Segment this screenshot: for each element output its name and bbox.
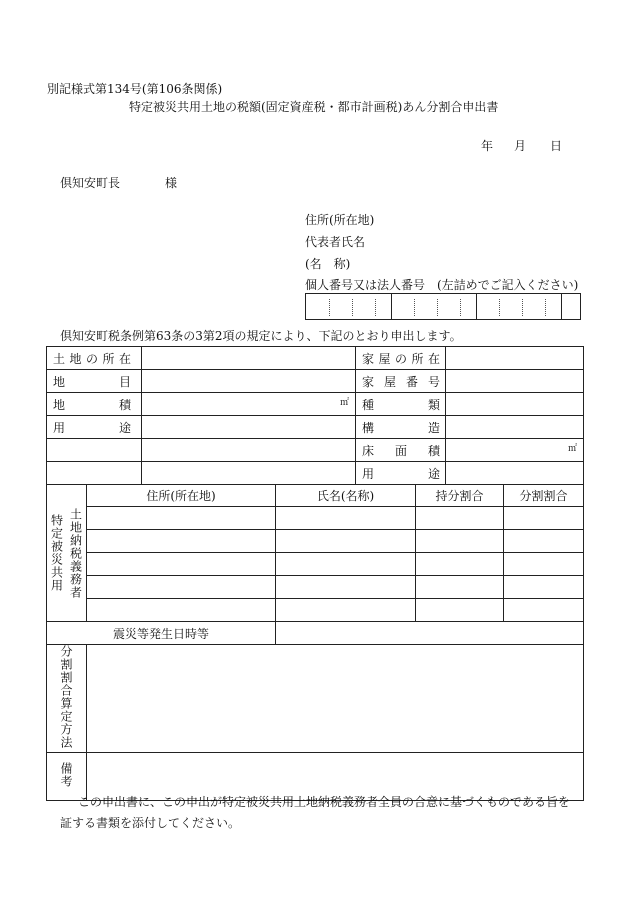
house-structure-field[interactable] xyxy=(446,416,584,439)
taxpayer-address-cell[interactable] xyxy=(87,553,276,576)
applicant-name-label: (名 称) xyxy=(305,257,351,271)
blank-label-cell xyxy=(47,439,142,462)
land-category-label: 地 目 xyxy=(47,370,142,393)
taxpayer-split-cell[interactable] xyxy=(504,553,584,576)
taxpayer-share-cell[interactable] xyxy=(416,599,504,622)
addressee: 倶知安町長 xyxy=(60,176,121,190)
land-use-field[interactable] xyxy=(142,416,356,439)
blank-label-cell xyxy=(47,462,142,485)
taxpayer-name-cell[interactable] xyxy=(276,507,416,530)
applicant-representative-label: 代表者氏名 xyxy=(305,235,366,249)
taxpayer-share-cell[interactable] xyxy=(416,530,504,553)
blank-field-cell[interactable] xyxy=(142,462,356,485)
house-floor-area-label: 床 面 積 xyxy=(356,439,446,462)
blank-field-cell[interactable] xyxy=(142,439,356,462)
house-number-label: 家 屋 番 号 xyxy=(356,370,446,393)
method-label: 分割割合算定方法 xyxy=(47,645,87,753)
taxpayer-address-cell[interactable] xyxy=(87,530,276,553)
disaster-date-field[interactable] xyxy=(276,622,584,645)
land-location-label: 土 地 の 所 在 xyxy=(47,347,142,370)
method-field[interactable] xyxy=(87,645,584,753)
table-row xyxy=(47,530,584,553)
applicant-address-label: 住所(所在地) xyxy=(305,213,375,227)
remarks-label: 備考 xyxy=(47,753,87,801)
intro-text: 倶知安町税条例第63条の3第2項の規定により、下記のとおり申出します。 xyxy=(60,329,462,343)
taxpayer-name-cell[interactable] xyxy=(276,599,416,622)
taxpayer-share-cell[interactable] xyxy=(416,576,504,599)
house-floor-area-field[interactable] xyxy=(446,439,584,462)
form-title: 特定被災共用土地の税額(固定資産税・都市計画税)あん分割合申出書 xyxy=(129,100,499,114)
col-header-name: 氏名(名称) xyxy=(276,485,416,507)
col-header-split: 分割割合 xyxy=(504,485,584,507)
house-number-field[interactable] xyxy=(446,370,584,393)
date-year: 年 xyxy=(481,139,494,153)
house-structure-label: 構 造 xyxy=(356,416,446,439)
table-row xyxy=(47,599,584,622)
land-category-field[interactable] xyxy=(142,370,356,393)
house-kind-label: 種 類 xyxy=(356,393,446,416)
date-month: 月 xyxy=(514,139,527,153)
house-use-label: 用 途 xyxy=(356,462,446,485)
taxpayer-split-cell[interactable] xyxy=(504,507,584,530)
taxpayer-inner-text: 土地納税義務者 xyxy=(68,507,83,599)
footer-note: この申出書に、この申出が特定被災共用土地納税義務者全員の合意に基づくものである旨を証する書類を添付してください。 xyxy=(60,795,571,830)
taxpayer-share-cell[interactable] xyxy=(416,553,504,576)
taxpayer-share-cell[interactable] xyxy=(416,507,504,530)
land-use-label: 用 途 xyxy=(47,416,142,439)
personal-number-boxes[interactable] xyxy=(305,293,581,320)
taxpayer-split-cell[interactable] xyxy=(504,576,584,599)
disaster-date-label: 震災等発生日時等 xyxy=(47,622,276,645)
taxpayer-address-cell[interactable] xyxy=(87,599,276,622)
applicant-number-label: 個人番号又は法人番号 (左詰めでご記入ください) xyxy=(305,278,579,292)
application-table xyxy=(46,346,584,801)
land-area-field[interactable] xyxy=(142,393,356,416)
table-row xyxy=(47,507,584,530)
house-location-field[interactable] xyxy=(446,347,584,370)
table-row xyxy=(47,576,584,599)
house-use-field[interactable] xyxy=(446,462,584,485)
land-location-field[interactable] xyxy=(142,347,356,370)
form-number: 別記様式第134号(第106条関係) xyxy=(47,82,223,96)
taxpayer-address-cell[interactable] xyxy=(87,507,276,530)
house-kind-field[interactable] xyxy=(446,393,584,416)
date-day: 日 xyxy=(550,139,563,153)
col-header-address: 住所(所在地) xyxy=(87,485,276,507)
honorific: 様 xyxy=(165,176,178,190)
land-area-label: 地 積 xyxy=(47,393,142,416)
taxpayer-name-cell[interactable] xyxy=(276,553,416,576)
land-area-unit: ㎡ xyxy=(339,397,349,408)
col-header-share: 持分割合 xyxy=(416,485,504,507)
taxpayer-address-cell[interactable] xyxy=(87,576,276,599)
table-row xyxy=(47,553,584,576)
taxpayer-outer-text: 特定被災共用 xyxy=(49,514,64,592)
house-location-label: 家 屋 の 所 在 xyxy=(356,347,446,370)
taxpayer-name-cell[interactable] xyxy=(276,530,416,553)
taxpayer-outer-label xyxy=(47,485,87,622)
taxpayer-name-cell[interactable] xyxy=(276,576,416,599)
taxpayer-split-cell[interactable] xyxy=(504,530,584,553)
taxpayer-split-cell[interactable] xyxy=(504,599,584,622)
floor-area-unit: ㎡ xyxy=(567,443,577,454)
